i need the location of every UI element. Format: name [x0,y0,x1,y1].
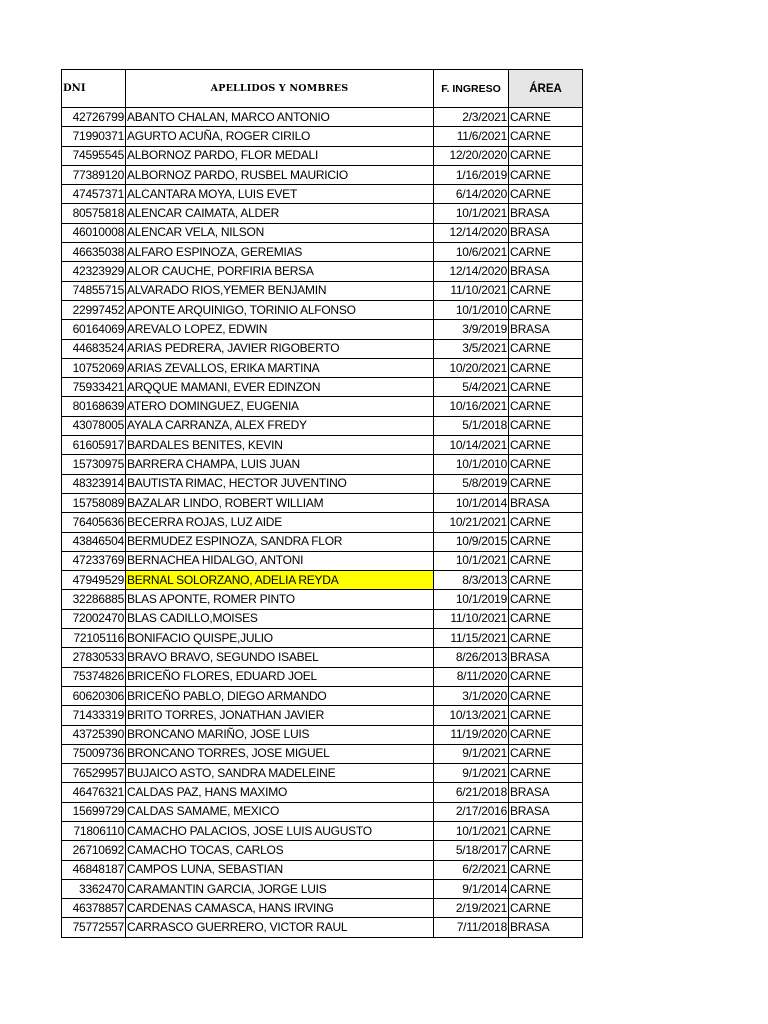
cell-date: 2/19/2021 [434,899,509,918]
table-row [62,243,583,262]
cell-area: CARNE [509,706,583,725]
cell-name: BRONCANO MARIÑO, JOSE LUIS [126,725,434,744]
cell-dni: 15758089 [62,493,126,512]
cell-name: ALBORNOZ PARDO, RUSBEL MAURICIO [126,165,434,184]
table-row [62,609,583,628]
cell-date: 11/6/2021 [434,127,509,146]
cell-area: BRASA [509,204,583,223]
cell-dni: 22997452 [62,300,126,319]
cell-date: 5/4/2021 [434,378,509,397]
cell-area: BRASA [509,320,583,339]
cell-date: 5/1/2018 [434,416,509,435]
cell-area: CARNE [509,300,583,319]
cell-name: CALDAS SAMAME, MEXICO [126,802,434,821]
cell-name: BAZALAR LINDO, ROBERT WILLIAM [126,493,434,512]
cell-dni: 76405636 [62,513,126,532]
table-row [62,725,583,744]
cell-name: BRONCANO TORRES, JOSE MIGUEL [126,744,434,763]
cell-date: 1/16/2019 [434,165,509,184]
table-row [62,165,583,184]
table-header [62,70,583,108]
cell-name: CARAMANTIN GARCIA, JORGE LUIS [126,879,434,898]
cell-dni: 43725390 [62,725,126,744]
cell-dni: 71990371 [62,127,126,146]
cell-date: 11/19/2020 [434,725,509,744]
cell-name: APONTE ARQUINIGO, TORINIO ALFONSO [126,300,434,319]
cell-area: BRASA [509,262,583,281]
table-row [62,667,583,686]
cell-name: BLAS APONTE, ROMER PINTO [126,590,434,609]
cell-date: 8/26/2013 [434,648,509,667]
cell-date: 9/1/2021 [434,764,509,783]
cell-date: 8/3/2013 [434,571,509,590]
cell-area: CARNE [509,185,583,204]
cell-name: ALENCAR VELA, NILSON [126,223,434,242]
cell-area: CARNE [509,281,583,300]
cell-area: CARNE [509,725,583,744]
cell-name: BERNAL SOLORZANO, ADELIA REYDA [126,571,434,590]
cell-dni: 15730975 [62,455,126,474]
cell-area: CARNE [509,397,583,416]
cell-dni: 80168639 [62,397,126,416]
cell-dni: 76529957 [62,764,126,783]
table-row [62,648,583,667]
table-row [62,378,583,397]
cell-dni: 75009736 [62,744,126,763]
cell-area: CARNE [509,127,583,146]
cell-name: AREVALO LOPEZ, EDWIN [126,320,434,339]
table-row [62,358,583,377]
cell-dni: 26710692 [62,841,126,860]
cell-dni: 71433319 [62,706,126,725]
cell-date: 10/14/2021 [434,436,509,455]
cell-name: CALDAS PAZ, HANS MAXIMO [126,783,434,802]
table-row [62,436,583,455]
cell-date: 10/9/2015 [434,532,509,551]
cell-date: 3/9/2019 [434,320,509,339]
cell-dni: 43078005 [62,416,126,435]
cell-area: CARNE [509,165,583,184]
cell-area: CARNE [509,686,583,705]
cell-area: CARNE [509,532,583,551]
table-row [62,108,583,127]
cell-name: ARIAS ZEVALLOS, ERIKA MARTINA [126,358,434,377]
cell-date: 10/1/2010 [434,300,509,319]
cell-dni: 47233769 [62,551,126,570]
cell-name: AYALA CARRANZA, ALEX FREDY [126,416,434,435]
cell-dni: 80575818 [62,204,126,223]
table-row [62,397,583,416]
cell-date: 12/20/2020 [434,146,509,165]
table-body [62,108,583,938]
cell-dni: 74855715 [62,281,126,300]
cell-name: AGURTO ACUÑA, ROGER CIRILO [126,127,434,146]
cell-dni: 46476321 [62,783,126,802]
cell-date: 10/1/2019 [434,590,509,609]
cell-dni: 60164069 [62,320,126,339]
cell-name: ALBORNOZ PARDO, FLOR MEDALI [126,146,434,165]
cell-area: BRASA [509,783,583,802]
table-row [62,706,583,725]
cell-area: BRASA [509,223,583,242]
cell-name: ATERO DOMINGUEZ, EUGENIA [126,397,434,416]
cell-area: CARNE [509,378,583,397]
cell-date: 5/8/2019 [434,474,509,493]
table-row [62,821,583,840]
table-row [62,146,583,165]
cell-date: 9/1/2021 [434,744,509,763]
table-row [62,686,583,705]
header-name: APELLIDOS Y NOMBRES [126,70,434,108]
cell-area: CARNE [509,841,583,860]
cell-area: CARNE [509,146,583,165]
cell-date: 10/6/2021 [434,243,509,262]
cell-name: ALCANTARA MOYA, LUIS EVET [126,185,434,204]
cell-date: 2/3/2021 [434,108,509,127]
table-row [62,879,583,898]
cell-dni: 47457371 [62,185,126,204]
cell-date: 10/20/2021 [434,358,509,377]
cell-name: CAMPOS LUNA, SEBASTIAN [126,860,434,879]
cell-area: CARNE [509,416,583,435]
cell-date: 5/18/2017 [434,841,509,860]
cell-dni: 75374826 [62,667,126,686]
cell-dni: 72002470 [62,609,126,628]
cell-date: 3/5/2021 [434,339,509,358]
cell-date: 6/21/2018 [434,783,509,802]
cell-name: ALENCAR CAIMATA, ALDER [126,204,434,223]
cell-date: 12/14/2020 [434,223,509,242]
cell-area: CARNE [509,860,583,879]
cell-dni: 47949529 [62,571,126,590]
table-row [62,416,583,435]
table-row [62,590,583,609]
table-row [62,262,583,281]
cell-dni: 71806110 [62,821,126,840]
cell-area: CARNE [509,590,583,609]
table-row [62,532,583,551]
cell-name: BECERRA ROJAS, LUZ AIDE [126,513,434,532]
cell-area: CARNE [509,474,583,493]
table-row [62,744,583,763]
cell-date: 9/1/2014 [434,879,509,898]
cell-area: CARNE [509,629,583,648]
table-row [62,918,583,937]
cell-dni: 61605917 [62,436,126,455]
cell-name: ALVARADO RIOS,YEMER BENJAMIN [126,281,434,300]
cell-name: BONIFACIO QUISPE,JULIO [126,629,434,648]
cell-name: BAUTISTA RIMAC, HECTOR JUVENTINO [126,474,434,493]
cell-date: 11/10/2021 [434,281,509,300]
employee-table [61,69,583,938]
cell-name: BARDALES BENITES, KEVIN [126,436,434,455]
table-row [62,185,583,204]
cell-date: 10/16/2021 [434,397,509,416]
cell-name: BARRERA CHAMPA, LUIS JUAN [126,455,434,474]
table-row [62,455,583,474]
cell-name: BERNACHEA HIDALGO, ANTONI [126,551,434,570]
cell-name: ALFARO ESPINOZA, GEREMIAS [126,243,434,262]
cell-date: 12/14/2020 [434,262,509,281]
cell-name: BLAS CADILLO,MOISES [126,609,434,628]
cell-name: ARQQUE MAMANI, EVER EDINZON [126,378,434,397]
table-row [62,899,583,918]
cell-area: CARNE [509,339,583,358]
cell-area: CARNE [509,899,583,918]
table-row [62,281,583,300]
table-row [62,320,583,339]
table-row [62,513,583,532]
table-row [62,493,583,512]
header-dni: DNI [62,70,126,108]
cell-dni: 75933421 [62,378,126,397]
table-row [62,629,583,648]
cell-dni: 46378857 [62,899,126,918]
table-row [62,223,583,242]
cell-name: BERMUDEZ ESPINOZA, SANDRA FLOR [126,532,434,551]
cell-dni: 42726799 [62,108,126,127]
cell-date: 11/10/2021 [434,609,509,628]
cell-date: 10/1/2021 [434,821,509,840]
cell-dni: 48323914 [62,474,126,493]
cell-date: 6/2/2021 [434,860,509,879]
cell-date: 7/11/2018 [434,918,509,937]
cell-name: ABANTO CHALAN, MARCO ANTONIO [126,108,434,127]
cell-area: CARNE [509,243,583,262]
cell-dni: 60620306 [62,686,126,705]
cell-dni: 46848187 [62,860,126,879]
cell-area: CARNE [509,551,583,570]
table-row [62,860,583,879]
table-row [62,802,583,821]
header-date: F. INGRESO [434,70,509,108]
cell-area: BRASA [509,918,583,937]
cell-dni: 46010008 [62,223,126,242]
cell-name: ARIAS PEDRERA, JAVIER RIGOBERTO [126,339,434,358]
cell-name: BRITO TORRES, JONATHAN JAVIER [126,706,434,725]
cell-area: CARNE [509,455,583,474]
table-row [62,764,583,783]
cell-area: CARNE [509,108,583,127]
cell-area: CARNE [509,744,583,763]
cell-area: BRASA [509,493,583,512]
cell-dni: 43846504 [62,532,126,551]
cell-area: CARNE [509,879,583,898]
cell-name: CAMACHO TOCAS, CARLOS [126,841,434,860]
cell-area: CARNE [509,358,583,377]
cell-area: CARNE [509,513,583,532]
table-row [62,127,583,146]
cell-dni: 74595545 [62,146,126,165]
table-row [62,551,583,570]
cell-date: 10/21/2021 [434,513,509,532]
cell-dni: 77389120 [62,165,126,184]
cell-dni: 15699729 [62,802,126,821]
cell-dni: 10752069 [62,358,126,377]
cell-date: 2/17/2016 [434,802,509,821]
cell-area: CARNE [509,609,583,628]
cell-area: CARNE [509,571,583,590]
cell-dni: 75772557 [62,918,126,937]
cell-name: BRICEÑO FLORES, EDUARD JOEL [126,667,434,686]
cell-area: CARNE [509,667,583,686]
cell-dni: 72105116 [62,629,126,648]
cell-area: BRASA [509,648,583,667]
cell-date: 6/14/2020 [434,185,509,204]
cell-dni: 3362470 [62,879,126,898]
cell-dni: 44683524 [62,339,126,358]
table-row [62,474,583,493]
cell-name: BRAVO BRAVO, SEGUNDO ISABEL [126,648,434,667]
cell-name: BUJAICO ASTO, SANDRA MADELEINE [126,764,434,783]
table-row [62,300,583,319]
cell-name: CAMACHO PALACIOS, JOSE LUIS AUGUSTO [126,821,434,840]
cell-date: 11/15/2021 [434,629,509,648]
cell-dni: 32286885 [62,590,126,609]
cell-date: 3/1/2020 [434,686,509,705]
cell-dni: 42323929 [62,262,126,281]
cell-dni: 27830533 [62,648,126,667]
cell-date: 10/1/2021 [434,204,509,223]
cell-name: CARRASCO GUERRERO, VICTOR RAUL [126,918,434,937]
cell-name: CARDENAS CAMASCA, HANS IRVING [126,899,434,918]
table-row [62,571,583,590]
header-row [62,70,583,108]
table-row [62,204,583,223]
cell-area: CARNE [509,821,583,840]
cell-date: 10/1/2021 [434,551,509,570]
table-row [62,841,583,860]
cell-dni: 46635038 [62,243,126,262]
header-area: ÁREA [509,70,583,108]
cell-date: 10/13/2021 [434,706,509,725]
table-row [62,783,583,802]
cell-area: CARNE [509,436,583,455]
cell-name: ALOR CAUCHE, PORFIRIA BERSA [126,262,434,281]
cell-area: CARNE [509,764,583,783]
table-row [62,339,583,358]
cell-date: 10/1/2010 [434,455,509,474]
cell-name: BRICEÑO PABLO, DIEGO ARMANDO [126,686,434,705]
cell-area: BRASA [509,802,583,821]
cell-date: 8/11/2020 [434,667,509,686]
cell-date: 10/1/2014 [434,493,509,512]
